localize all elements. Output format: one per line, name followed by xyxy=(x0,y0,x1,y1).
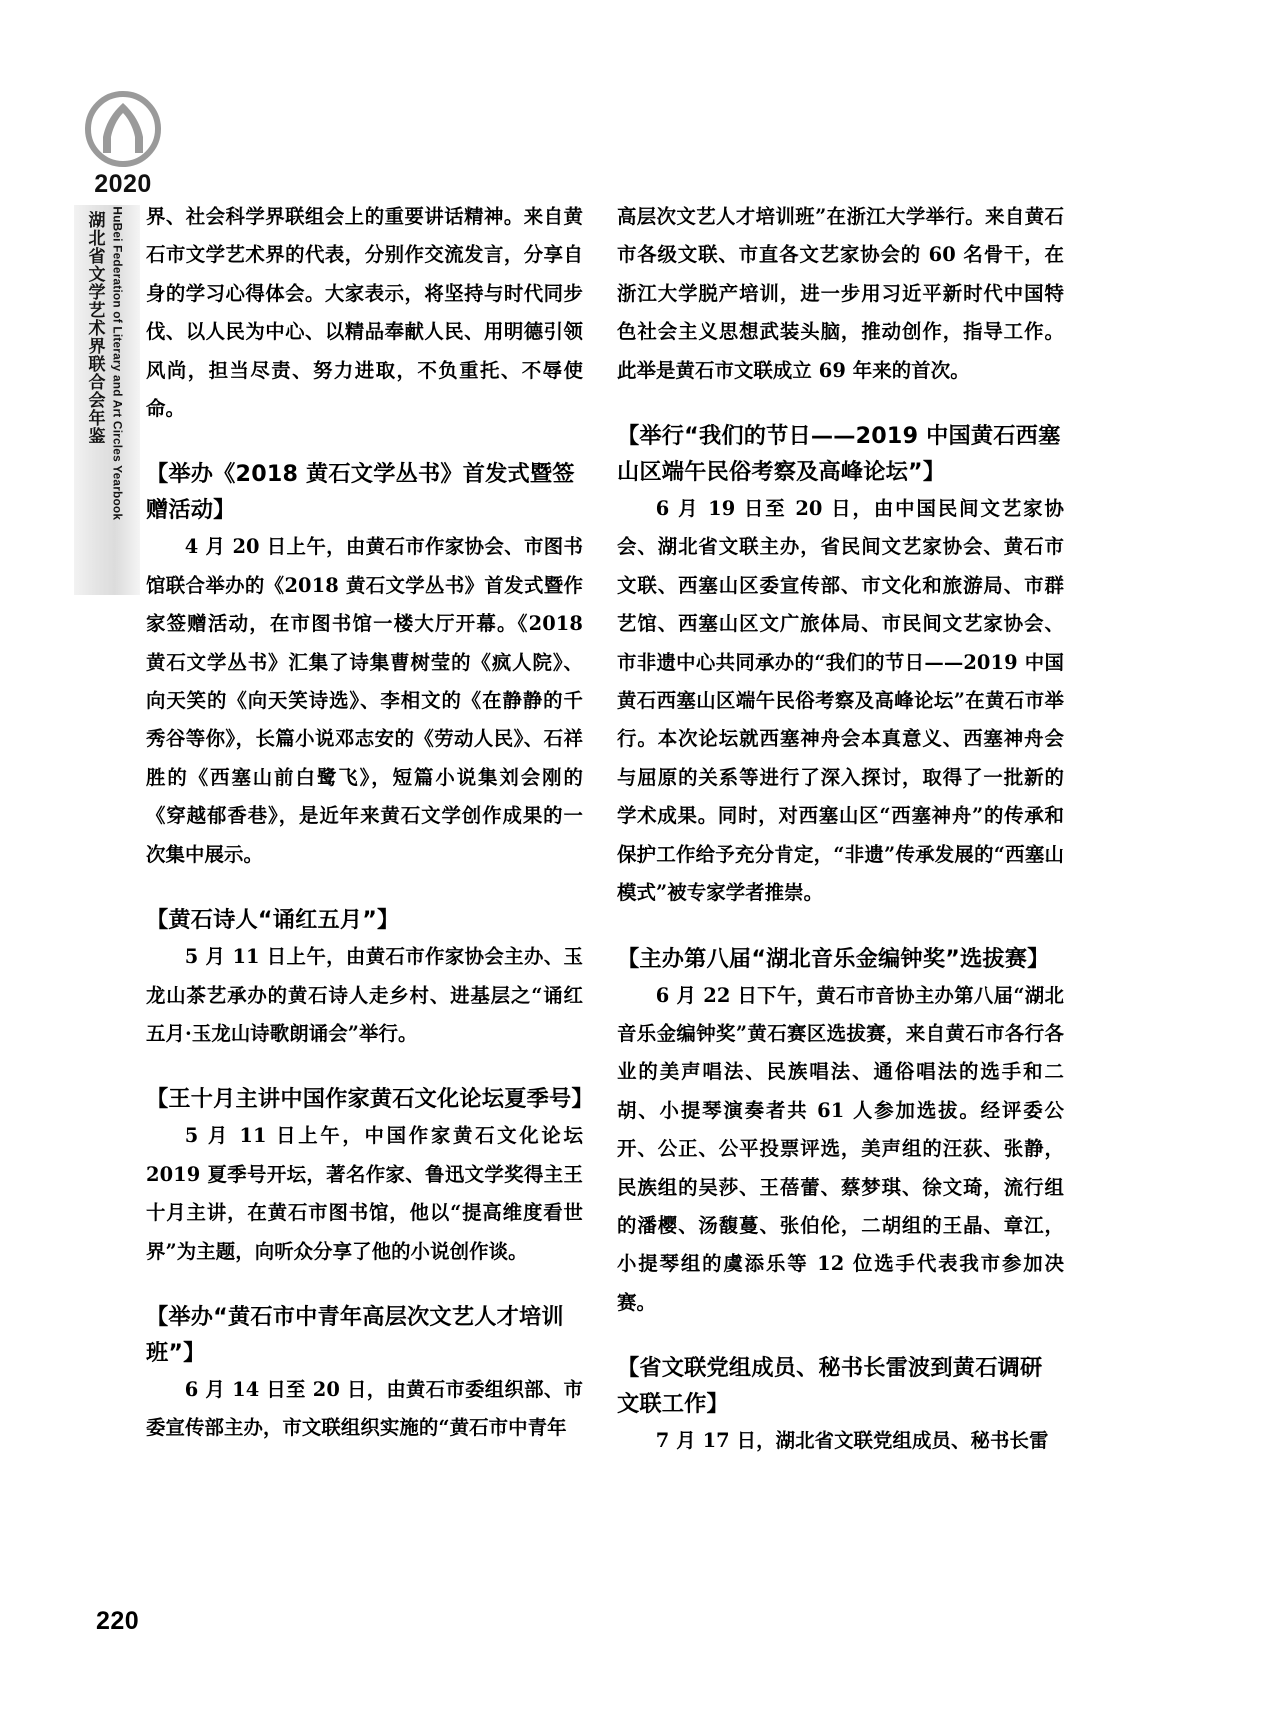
section-heading: 【举行“我们的节日——2019 中国黄石西塞山区端午民俗考察及高峰论坛”】 xyxy=(617,423,1061,486)
body-paragraph: 7 月 17 日，湖北省文联党组成员、秘书长雷 xyxy=(655,1429,1049,1453)
section-spacer xyxy=(146,874,583,902)
body-paragraph: 界、社会科学界联组会上的重要讲话精神。来自黄石市文学艺术界的代表，分别作交流发言，分享自身的学习心得体会。大家表示，将坚持与时代同步伐、以人民为中心、以精品奉献人民、用明德引领风尚，担当尽责、努力进取，不负重托、不辱使命。 xyxy=(146,205,583,421)
section-heading: 【省文联党组成员、秘书长雷波到黄石调研文联工作】 xyxy=(617,1355,1043,1418)
masthead xyxy=(68,90,178,197)
section-spacer xyxy=(617,913,1064,941)
body-paragraph: 5 月 11 日上午，中国作家黄石文化论坛 2019 夏季号开坛，著名作家、鲁迅文学奖得主王十月主讲，在黄石市图书馆，他以“提高维度看世界”为主题，向听众分享了他的小说创作谈。 xyxy=(146,1124,583,1263)
body-paragraph: 6 月 19 日至 20 日，由中国民间文艺家协会、湖北省文联主办，省民间文艺家协会、黄石市文联、西塞山区委宣传部、市文化和旅游局、市群艺馆、西塞山区文广旅体局、市民间文艺家协会、市非遗中心共同承办的“我们的节日——2019 中国黄石西塞山区端午民俗考察及高峰论坛”在黄石市举行。本次论坛就西塞神舟会本真意义、西塞神舟会与屈原的关系等进行了深入探讨，取得了一批新的学术成果。同时，对西塞山区“西塞神舟”的传承和保护工作给予充分肯定，“非遗”传承发展的“西塞山模式”被专家学者推崇。 xyxy=(617,497,1064,905)
section-heading: 【黄石诗人“诵红五月”】 xyxy=(146,907,400,934)
section-spacer xyxy=(146,1053,583,1081)
left-text-column xyxy=(146,198,594,1448)
section-heading: 【举办“黄石市中青年高层次文艺人才培训班”】 xyxy=(146,1303,564,1366)
section-spacer xyxy=(146,428,583,456)
body-paragraph: 6 月 22 日下午，黄石市音协主办第八届“湖北音乐金编钟奖”黄石赛区选拔赛，来自黄石市各行各业的美声唱法、民族唱法、通俗唱法的选手和二胡、小提琴演奏者共 61 人参加选拔。经评委公开、公正、公平投票评选，美声组的汪荻、张静，民族组的吴莎、王蓓蕾、蔡梦琪、徐文琦，流行组的潘樱、汤馥蔓、张伯伦，二胡组的王晶、章江，小提琴组的虞添乐等 12 位选手代表我市参加决赛。 xyxy=(617,983,1064,1314)
section-spacer xyxy=(146,1271,583,1299)
sidebar-vertical-title xyxy=(74,205,140,595)
section-heading: 【主办第八届“湖北音乐金编钟奖”选拔赛】 xyxy=(617,945,1050,972)
yearbook-emblem-icon xyxy=(84,90,162,168)
body-paragraph: 4 月 20 日上午，由黄石市作家协会、市图书馆联合举办的《2018 黄石文学丛书》首发式暨作家签赠活动，在市图书馆一楼大厅开幕。《2018 黄石文学丛书》汇集了诗集曹树莹的《疯人院》、向天笑的《向天笑诗选》、李相文的《在静静的千秀谷等你》，长篇小说邓志安的《劳动人民》、石祥胜的《西塞山前白鹭飞》，短篇小说集刘会刚的《穿越郁香巷》，是近年来黄石文学创作成果的一次集中展示。 xyxy=(146,535,583,866)
section-spacer xyxy=(617,390,1064,418)
right-text-column xyxy=(617,198,1064,1461)
section-heading: 【王十月主讲中国作家黄石文化论坛夏季号】 xyxy=(146,1086,594,1113)
yearbook-year: 2020 xyxy=(94,170,152,198)
body-paragraph: 高层次文艺人才培训班”在浙江大学举行。来自黄石市各级文联、市直各文艺家协会的 60 名骨干，在浙江大学脱产培训，进一步用习近平新时代中国特色社会主义思想武装头脑，推动创作，指导工作。此举是黄石市文联成立 69 年来的首次。 xyxy=(617,205,1064,382)
sidebar-title-chinese: 湖北省文学艺术界联合会年鉴 xyxy=(84,211,105,445)
page-number: 220 xyxy=(96,1607,140,1635)
body-paragraph: 5 月 11 日上午，由黄石市作家协会主办、玉龙山茶艺承办的黄石诗人走乡村、进基层之“诵红五月·玉龙山诗歌朗诵会”举行。 xyxy=(146,945,583,1045)
section-spacer xyxy=(617,1322,1064,1350)
sidebar-title-english: HuBei Federation of Literary and Art Circles Yearbook xyxy=(110,206,123,521)
body-paragraph: 6 月 14 日至 20 日，由黄石市委组织部、市委宣传部主办，市文联组织实施的“黄石市中青年 xyxy=(146,1377,583,1440)
section-heading: 【举办《2018 黄石文学丛书》首发式暨签赠活动】 xyxy=(146,461,575,524)
